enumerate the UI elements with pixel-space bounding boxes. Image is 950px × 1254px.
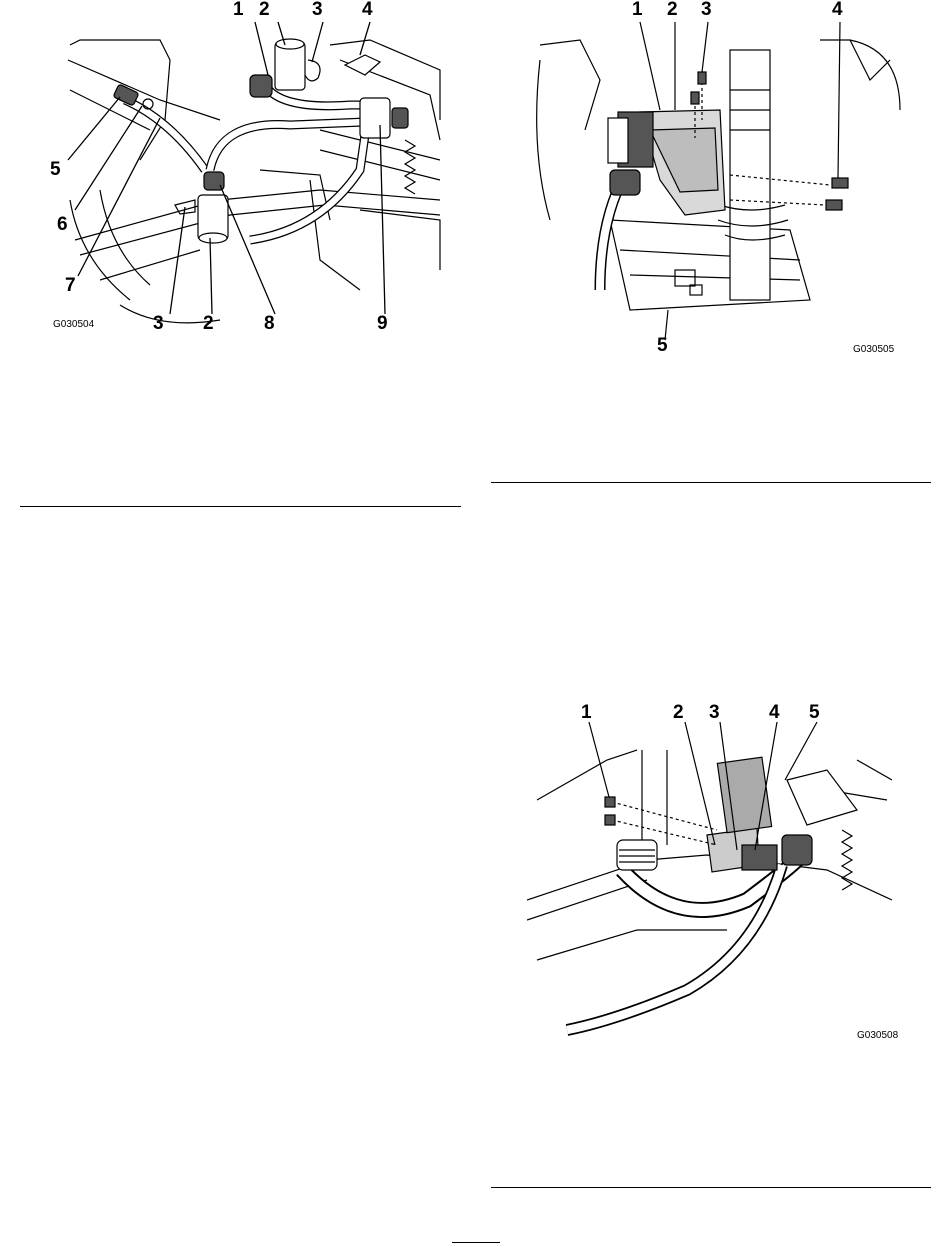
callout-5: 5 <box>657 335 668 356</box>
section-divider-right-bottom <box>491 1187 931 1188</box>
figure-id: G030505 <box>853 344 895 355</box>
section-divider-right-top <box>491 482 931 483</box>
figure-hose-routing <box>20 0 460 350</box>
callout-2: 2 <box>259 0 270 20</box>
callout-1: 1 <box>632 0 643 20</box>
callout-5: 5 <box>50 159 61 180</box>
callout-1: 1 <box>581 702 592 723</box>
callout-3: 3 <box>701 0 712 20</box>
page-number-rule <box>452 1242 500 1243</box>
callout-3b: 3 <box>153 313 164 334</box>
callout-7: 7 <box>65 275 76 296</box>
section-divider-left <box>20 506 461 507</box>
figure-bracket-mount-drawing <box>490 0 930 370</box>
callout-1: 1 <box>233 0 244 20</box>
callout-2: 2 <box>673 702 684 723</box>
figure-hose-routing-drawing <box>20 0 460 350</box>
figure-id: G030504 <box>53 319 95 330</box>
callout-2b: 2 <box>203 313 214 334</box>
figure-id: G030508 <box>857 1030 899 1041</box>
callout-2: 2 <box>667 0 678 20</box>
callout-4: 4 <box>769 702 780 723</box>
callout-4: 4 <box>832 0 843 20</box>
figure-solenoid-install-drawing <box>527 700 897 1045</box>
callout-6: 6 <box>57 214 68 235</box>
figure-solenoid-install <box>527 700 897 1045</box>
callout-3: 3 <box>312 0 323 20</box>
callout-5: 5 <box>809 702 820 723</box>
figure-bracket-mount <box>490 0 930 370</box>
callout-8: 8 <box>264 313 275 334</box>
callout-9: 9 <box>377 313 388 334</box>
callout-3: 3 <box>709 702 720 723</box>
callout-4: 4 <box>362 0 373 20</box>
